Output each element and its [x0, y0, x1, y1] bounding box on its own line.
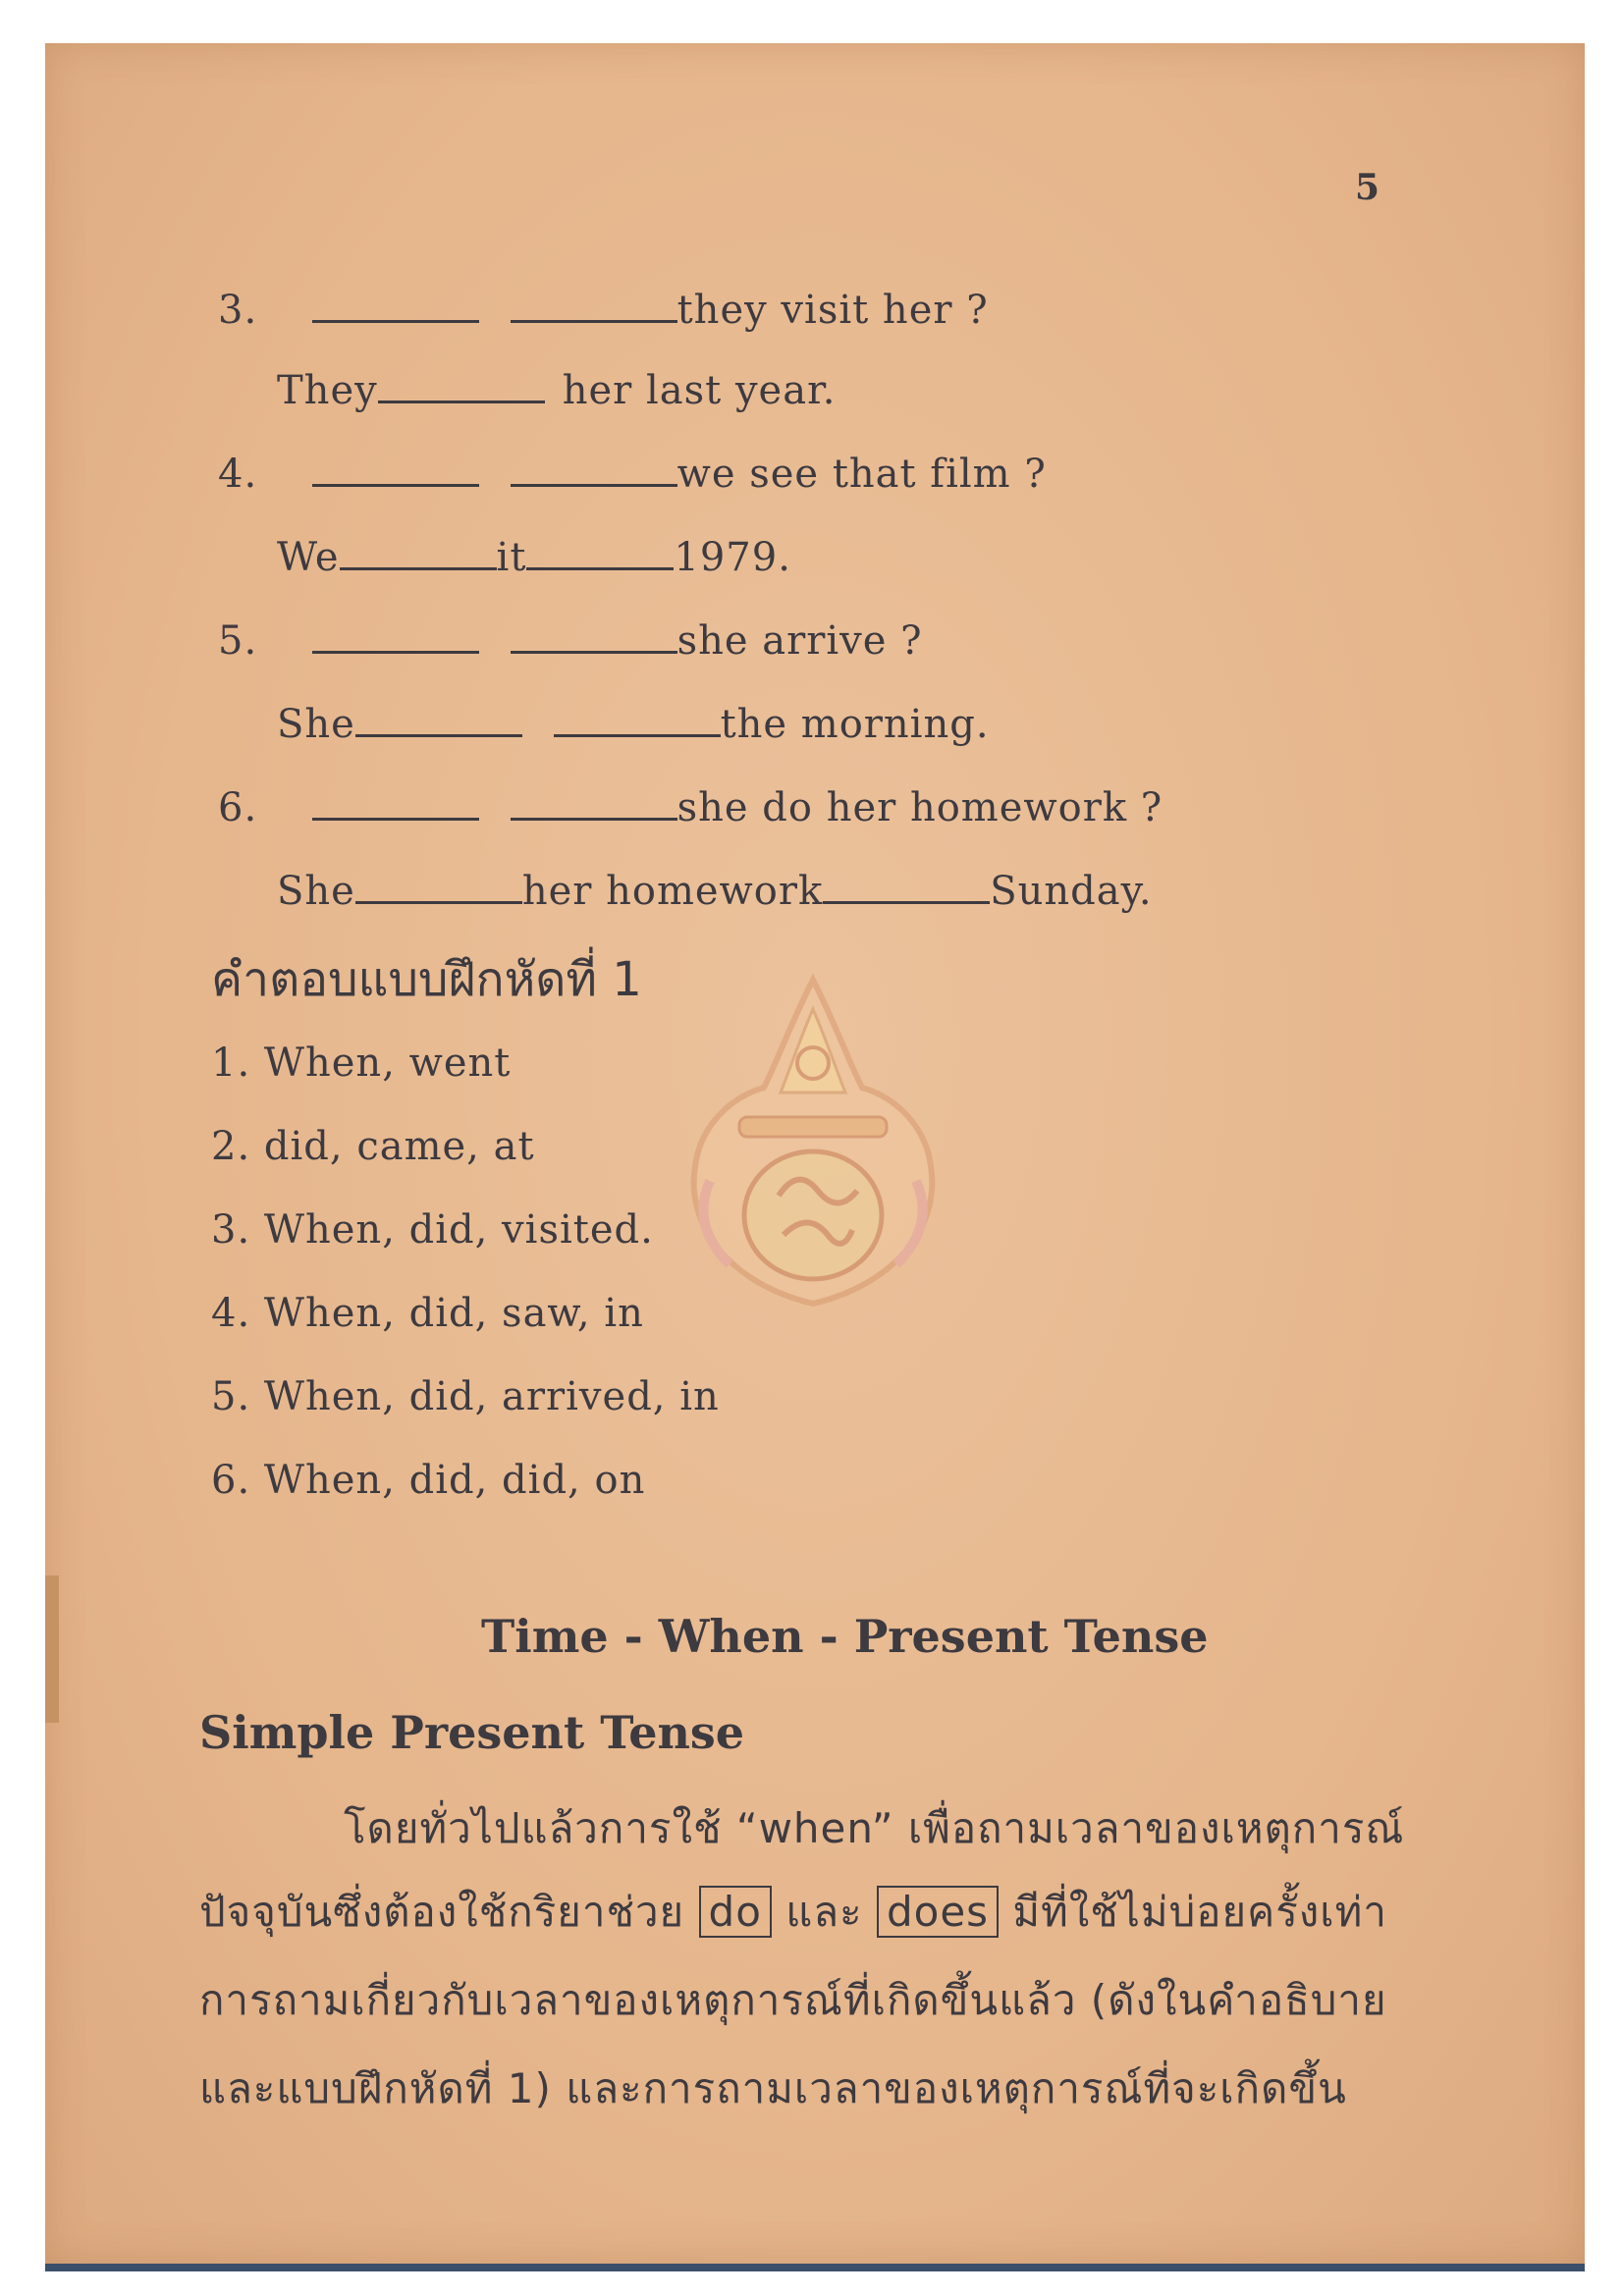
answer-item-1: 1. When, went [211, 1041, 512, 1086]
answer-text: her homework [521, 869, 824, 914]
question-text: we see that film ? [676, 452, 1047, 497]
answer-blank[interactable] [511, 614, 677, 654]
answer-blank[interactable] [312, 283, 479, 323]
answers-heading: คำตอบแบบฝึกหัดที่ 1 [211, 952, 642, 1007]
item-number: 4. [218, 452, 258, 497]
answer-text: We [277, 535, 340, 580]
answer-blank[interactable] [355, 864, 522, 904]
item-number: 3. [218, 288, 258, 333]
paragraph-text: และ [785, 1888, 863, 1936]
section-title: Time - When - Present Tense [481, 1610, 1209, 1663]
page-bottom-edge [45, 2264, 1585, 2271]
question-text: they visit her ? [676, 288, 989, 333]
answer-line-5 [277, 697, 990, 747]
answer-line-6 [277, 864, 1153, 914]
question-4 [218, 447, 1047, 497]
question-text: she do her homework ? [676, 785, 1163, 830]
answer-blank[interactable] [511, 447, 677, 487]
answer-text: They [277, 368, 378, 413]
answer-blank[interactable] [312, 614, 479, 654]
page-left-tab [45, 1575, 59, 1723]
question-6 [218, 780, 1163, 830]
answer-blank[interactable] [511, 283, 677, 323]
answer-text: the morning. [720, 702, 990, 747]
question-5 [218, 614, 923, 664]
answer-text: She [277, 869, 355, 914]
answer-item-4: 4. When, did, saw, in [211, 1291, 644, 1336]
boxed-word-do: do [699, 1886, 772, 1938]
paragraph-line-3: การถามเกี่ยวกับเวลาของเหตุการณ์ที่เกิดขึ้นแล้ว (ดังในคำอธิบาย [199, 1976, 1387, 2024]
answer-item-3: 3. When, did, visited. [211, 1207, 654, 1253]
item-number: 5. [218, 618, 258, 664]
answer-text: She [277, 702, 355, 747]
answer-text: Sunday. [990, 869, 1153, 914]
paragraph-text: ปัจจุบันซึ่งต้องใช้กริยาช่วย [199, 1888, 685, 1936]
paragraph-line-2 [199, 1880, 1387, 1945]
item-number: 6. [218, 785, 258, 830]
question-text: she arrive ? [676, 618, 923, 664]
answer-blank[interactable] [312, 447, 479, 487]
answer-text: it [496, 535, 527, 580]
answer-blank[interactable] [340, 530, 497, 570]
answer-item-5: 5. When, did, arrived, in [211, 1374, 720, 1419]
answer-line-3 [277, 363, 837, 413]
answer-blank[interactable] [355, 697, 522, 737]
paragraph-text: มีที่ใช้ไม่บ่อยครั้งเท่า [1012, 1888, 1387, 1936]
answer-blank[interactable] [511, 780, 677, 821]
answer-blank[interactable] [312, 780, 479, 821]
answer-blank[interactable] [378, 363, 545, 403]
section-subtitle: Simple Present Tense [199, 1706, 745, 1759]
question-3 [218, 283, 989, 333]
watermark-emblem-icon [671, 970, 955, 1313]
answer-text: 1979. [674, 535, 791, 580]
answer-blank[interactable] [554, 697, 721, 737]
answer-text: her last year. [562, 368, 837, 413]
boxed-word-does: does [877, 1886, 999, 1938]
page-number: 5 [1355, 167, 1380, 208]
answer-item-6: 6. When, did, did, on [211, 1458, 646, 1503]
answer-line-4 [277, 530, 791, 580]
answer-blank[interactable] [526, 530, 674, 570]
answer-blank[interactable] [823, 864, 990, 904]
paragraph-line-4: และแบบฝึกหัดที่ 1) และการถามเวลาของเหตุการณ์ที่จะเกิดขึ้น [199, 2064, 1347, 2112]
paragraph-line-1: โดยทั่วไปแล้วการใช้ “when” เพื่อถามเวลาของเหตุการณ์ [344, 1804, 1405, 1852]
answer-item-2: 2. did, came, at [211, 1124, 535, 1169]
